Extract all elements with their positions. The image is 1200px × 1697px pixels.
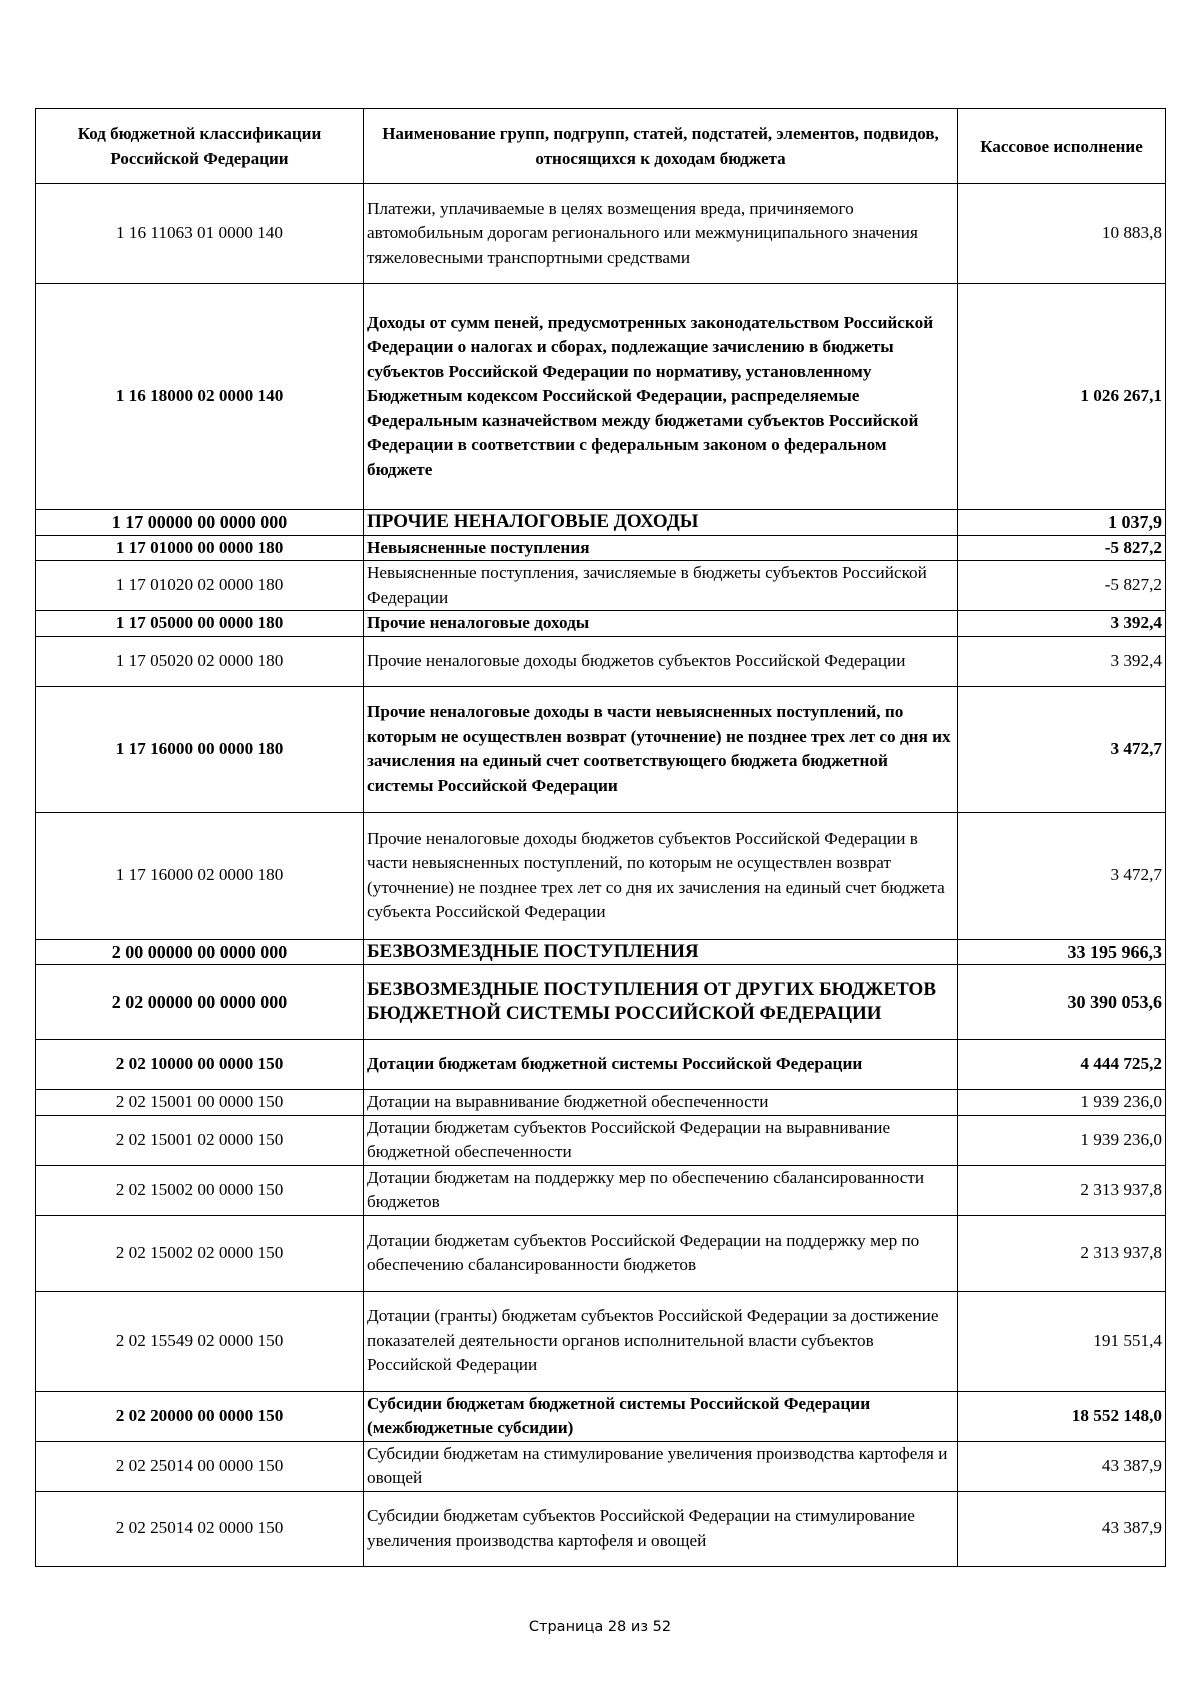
row-name: Прочие неналоговые доходы бюджетов субъектов Российской Федерации xyxy=(364,636,958,686)
row-code: 2 02 15002 02 0000 150 xyxy=(36,1215,364,1291)
row-name: Прочие неналоговые доходы xyxy=(364,611,958,637)
table-row xyxy=(36,611,1166,637)
row-amount: 3 392,4 xyxy=(958,611,1166,637)
row-name: Невыясненные поступления, зачисляемые в бюджеты субъектов Российской Федерации xyxy=(364,561,958,611)
page-number: Страница 28 из 52 xyxy=(528,1619,672,1635)
row-amount: 10 883,8 xyxy=(958,184,1166,284)
row-name: Субсидии бюджетам бюджетной системы Российской Федерации (межбюджетные субсидии) xyxy=(364,1391,958,1441)
table-row xyxy=(36,1441,1166,1491)
table-row xyxy=(36,636,1166,686)
row-amount: 3 392,4 xyxy=(958,636,1166,686)
row-amount: 3 472,7 xyxy=(958,686,1166,812)
table-row xyxy=(36,686,1166,812)
table-row xyxy=(36,1215,1166,1291)
row-amount: 33 195 966,3 xyxy=(958,939,1166,965)
row-amount: 43 387,9 xyxy=(958,1441,1166,1491)
row-code: 1 17 05000 00 0000 180 xyxy=(36,611,364,637)
row-code: 2 02 00000 00 0000 000 xyxy=(36,965,364,1040)
row-amount: 3 472,7 xyxy=(958,812,1166,939)
row-name: Дотации бюджетам на поддержку мер по обеспечению сбалансированности бюджетов xyxy=(364,1165,958,1215)
row-name: Прочие неналоговые доходы бюджетов субъектов Российской Федерации в части невыясненных поступлений, по которым не осуществлен возврат (уточнение) не позднее трех лет со дня их зачисления на единый счет бюджета субъекта Российской Федерации xyxy=(364,812,958,939)
row-name: Платежи, уплачиваемые в целях возмещения вреда, причиняемого автомобильным дорогам регионального или межмуниципального значения тяжеловесными транспортными средствами xyxy=(364,184,958,284)
row-amount: 4 444 725,2 xyxy=(958,1040,1166,1090)
table-row xyxy=(36,812,1166,939)
row-code: 2 02 20000 00 0000 150 xyxy=(36,1391,364,1441)
row-name: Дотации бюджетам бюджетной системы Российской Федерации xyxy=(364,1040,958,1090)
row-amount: 18 552 148,0 xyxy=(958,1391,1166,1441)
header-code: Код бюджетной классификации Российской Федерации xyxy=(36,109,364,184)
row-code: 2 02 15549 02 0000 150 xyxy=(36,1291,364,1391)
row-amount: 2 313 937,8 xyxy=(958,1215,1166,1291)
row-code: 1 17 01000 00 0000 180 xyxy=(36,535,364,561)
row-amount: 30 390 053,6 xyxy=(958,965,1166,1040)
row-name: Дотации (гранты) бюджетам субъектов Российской Федерации за достижение показателей деятельности органов исполнительной власти субъектов Российской Федерации xyxy=(364,1291,958,1391)
row-amount: -5 827,2 xyxy=(958,535,1166,561)
row-amount: -5 827,2 xyxy=(958,561,1166,611)
row-code: 2 02 25014 00 0000 150 xyxy=(36,1441,364,1491)
header-name: Наименование групп, подгрупп, статей, подстатей, элементов, подвидов, относящихся к доходам бюджета xyxy=(364,109,958,184)
row-name: Субсидии бюджетам на стимулирование увеличения производства картофеля и овощей xyxy=(364,1441,958,1491)
row-code: 2 00 00000 00 0000 000 xyxy=(36,939,364,965)
row-code: 1 16 18000 02 0000 140 xyxy=(36,284,364,510)
row-code: 2 02 25014 02 0000 150 xyxy=(36,1491,364,1566)
header-amount: Кассовое исполнение xyxy=(958,109,1166,184)
row-name: Дотации на выравнивание бюджетной обеспеченности xyxy=(364,1090,958,1116)
table-row xyxy=(36,1115,1166,1165)
table-row xyxy=(36,284,1166,510)
row-code: 2 02 10000 00 0000 150 xyxy=(36,1040,364,1090)
table-row xyxy=(36,1391,1166,1441)
row-amount: 1 026 267,1 xyxy=(958,284,1166,510)
row-code: 2 02 15002 00 0000 150 xyxy=(36,1165,364,1215)
row-code: 1 17 05020 02 0000 180 xyxy=(36,636,364,686)
row-name: БЕЗВОЗМЕЗДНЫЕ ПОСТУПЛЕНИЯ xyxy=(364,939,958,965)
row-name: Невыясненные поступления xyxy=(364,535,958,561)
revenue-table xyxy=(35,108,1166,1567)
table-row xyxy=(36,184,1166,284)
table-row xyxy=(36,1165,1166,1215)
row-amount: 1 037,9 xyxy=(958,510,1166,536)
row-code: 1 17 16000 02 0000 180 xyxy=(36,812,364,939)
row-amount: 2 313 937,8 xyxy=(958,1165,1166,1215)
table-row xyxy=(36,939,1166,965)
table-row xyxy=(36,1090,1166,1116)
table-row xyxy=(36,1491,1166,1566)
row-name: Субсидии бюджетам субъектов Российской Федерации на стимулирование увеличения производства картофеля и овощей xyxy=(364,1491,958,1566)
table-row xyxy=(36,535,1166,561)
row-amount: 1 939 236,0 xyxy=(958,1115,1166,1165)
row-name: ПРОЧИЕ НЕНАЛОГОВЫЕ ДОХОДЫ xyxy=(364,510,958,536)
row-name: БЕЗВОЗМЕЗДНЫЕ ПОСТУПЛЕНИЯ ОТ ДРУГИХ БЮДЖЕТОВ БЮДЖЕТНОЙ СИСТЕМЫ РОССИЙСКОЙ ФЕДЕРАЦИИ xyxy=(364,965,958,1040)
row-name: Дотации бюджетам субъектов Российской Федерации на выравнивание бюджетной обеспеченности xyxy=(364,1115,958,1165)
row-code: 1 17 00000 00 0000 000 xyxy=(36,510,364,536)
table-row xyxy=(36,965,1166,1040)
row-code: 2 02 15001 02 0000 150 xyxy=(36,1115,364,1165)
row-name: Доходы от сумм пеней, предусмотренных законодательством Российской Федерации о налогах и сборах, подлежащие зачислению в бюджеты субъектов Российской Федерации по нормативу, установленному Бюджетным кодексом Российской Федерации, распределяемые Федеральным казначейством между бюджетами субъектов Российской Федерации в соответствии с федеральным законом о федеральном бюджете xyxy=(364,284,958,510)
table-row xyxy=(36,1040,1166,1090)
table-row xyxy=(36,561,1166,611)
row-name: Дотации бюджетам субъектов Российской Федерации на поддержку мер по обеспечению сбалансированности бюджетов xyxy=(364,1215,958,1291)
row-name: Прочие неналоговые доходы в части невыясненных поступлений, по которым не осуществлен возврат (уточнение) не позднее трех лет со дня их зачисления на единый счет соответствующего бюджета бюджетной системы Российской Федерации xyxy=(364,686,958,812)
row-amount: 43 387,9 xyxy=(958,1491,1166,1566)
table-header-row xyxy=(36,109,1166,184)
row-code: 2 02 15001 00 0000 150 xyxy=(36,1090,364,1116)
row-code: 1 17 16000 00 0000 180 xyxy=(36,686,364,812)
row-amount: 1 939 236,0 xyxy=(958,1090,1166,1116)
table-row xyxy=(36,1291,1166,1391)
row-amount: 191 551,4 xyxy=(958,1291,1166,1391)
row-code: 1 17 01020 02 0000 180 xyxy=(36,561,364,611)
row-code: 1 16 11063 01 0000 140 xyxy=(36,184,364,284)
table-row xyxy=(36,510,1166,536)
